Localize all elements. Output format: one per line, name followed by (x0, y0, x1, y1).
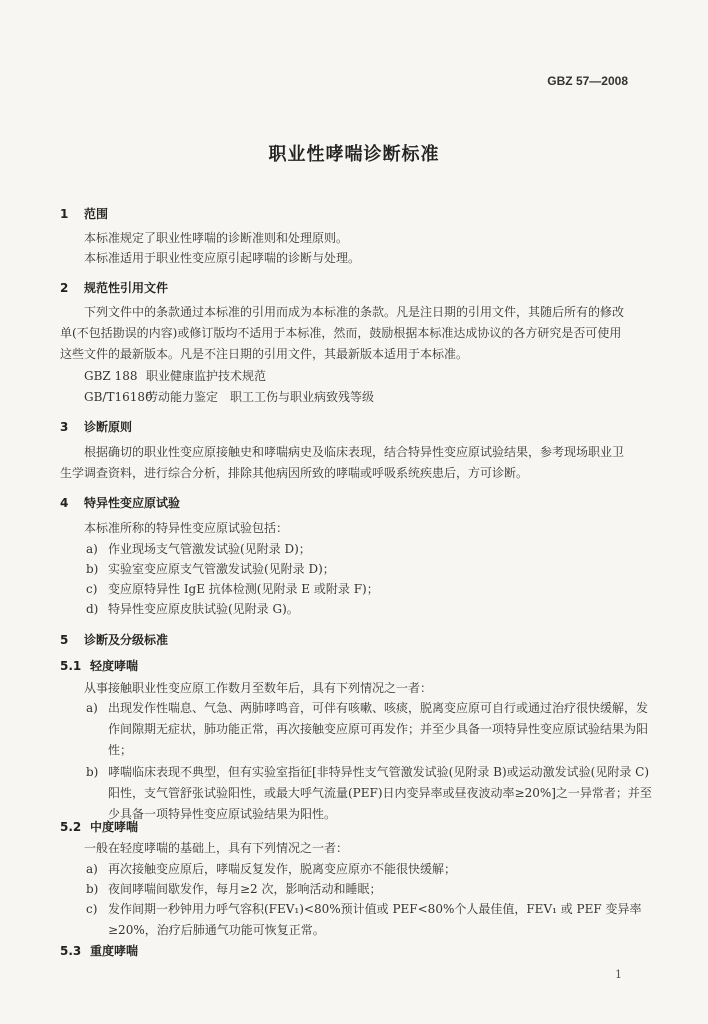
s52-intro: 一般在轻度哮喘的基础上，具有下列情况之一者： (84, 841, 349, 855)
section-number: 1 (60, 207, 69, 221)
list-item (86, 899, 654, 941)
section-title: 中度哮喘 (90, 820, 139, 834)
list-item (86, 579, 654, 600)
s1-line-1: 本标准规定了职业性哮喘的诊断准则和处理原则。 (84, 231, 349, 245)
list-text: 实验室变应原支气管激发试验(见附录 D)； (108, 562, 335, 576)
section-title: 轻度哮喘 (90, 659, 139, 673)
s2-paragraph: 下列文件中的条款通过本标准的引用而成为本标准的条款。凡是注日期的引用文件，其随后所有的修改单(不包括勘误的内容)或修订版均不适用于本标准，然而，鼓励根据本标准达成协议的各方研究是否可使用这些文件的最新版本。凡是不注日期的引用文件，其最新版本适用于本标准。 (60, 305, 625, 361)
subsection-5-3-heading (60, 942, 138, 959)
reference-code: GB/T16180 (84, 390, 153, 404)
list-item (86, 879, 654, 900)
reference-item (84, 387, 632, 408)
list-marker: a) (86, 862, 98, 876)
list-text: 出现发作性喘息、气急、两肺哮鸣音，可伴有咳嗽、咳痰，脱离变应原可自行或通过治疗很快缓解，发作间隙期无症状，肺功能正常，再次接触变应原可再发作；并至少具备一项特异性变应原试验结果为阳性； (108, 701, 649, 757)
standard-code: GBZ 57—2008 (547, 74, 628, 88)
list-item (86, 599, 654, 620)
subsection-5-1-heading (60, 657, 138, 674)
section-title: 重度哮喘 (90, 944, 139, 958)
list-text: 作业现场支气管激发试验(见附录 D)； (108, 542, 311, 556)
list-marker: a) (86, 542, 98, 556)
list-item (86, 539, 654, 560)
section-3-heading (60, 418, 132, 435)
reference-title: 劳动能力鉴定 职工工伤与职业病致残等级 (146, 390, 375, 404)
section-number: 5.2 (60, 820, 82, 834)
list-text: 发作间期一秒钟用力呼气容积(FEV₁)<80%预计值或 PEF<80%个人最佳值，FEV₁ 或 PEF 变异率≥20%，治疗后肺通气功能可恢复正常。 (108, 902, 642, 937)
s1-line-2: 本标准适用于职业性变应原引起哮喘的诊断与处理。 (84, 251, 361, 265)
reference-title: 职业健康监护技术规范 (146, 369, 267, 383)
list-text: 特异性变应原皮肤试验(见附录 G)。 (108, 602, 299, 616)
section-title: 诊断原则 (84, 420, 133, 434)
section-5-heading (60, 631, 168, 648)
list-item (86, 859, 654, 880)
list-text: 夜间哮喘间歇发作，每月≥2 次，影响活动和睡眠； (108, 882, 382, 896)
reference-code: GBZ 188 (84, 369, 138, 383)
reference-item (84, 366, 632, 387)
section-1-heading (60, 205, 108, 222)
list-marker: c) (86, 902, 98, 916)
section-number: 4 (60, 496, 69, 510)
section-title: 规范性引用文件 (84, 281, 169, 295)
list-item (86, 559, 654, 580)
document-title: 职业性哮喘诊断标准 (268, 144, 440, 165)
list-item (86, 698, 654, 761)
section-number: 2 (60, 281, 69, 295)
section-title: 诊断及分级标准 (84, 633, 169, 647)
section-number: 3 (60, 420, 69, 434)
list-text: 再次接触变应原后，哮喘反复发作，脱离变应原亦不能很快缓解； (108, 862, 457, 876)
list-marker: b) (86, 882, 99, 896)
section-number: 5.3 (60, 944, 82, 958)
subsection-5-2-heading (60, 818, 138, 835)
s4-intro: 本标准所称的特异性变应原试验包括： (84, 521, 289, 535)
list-marker: c) (86, 582, 98, 596)
list-text: 变应原特异性 IgE 抗体检测(见附录 E 或附录 F)； (108, 582, 379, 596)
section-4-heading (60, 494, 180, 511)
list-marker: a) (86, 701, 98, 715)
section-2-heading (60, 279, 168, 296)
list-text: 哮喘临床表现不典型，但有实验室指征[非特异性支气管激发试验(见附录 B)或运动激发试验(见附录 C)阳性，支气管舒张试验阳性，或最大呼气流量(PEF)日内变异率或昼夜波动率≥20%]之一异常者；并至少具备一项特异性变应原试验结果为阳性。 (108, 765, 652, 821)
section-title: 范围 (84, 207, 109, 221)
s3-paragraph: 根据确切的职业性变应原接触史和哮喘病史及临床表现，结合特异性变应原试验结果，参考现场职业卫生学调查资料，进行综合分析，排除其他病因所致的哮喘或呼吸系统疾患后，方可诊断。 (60, 445, 625, 480)
section-number: 5.1 (60, 659, 82, 673)
list-marker: b) (86, 562, 99, 576)
list-marker: d) (86, 602, 99, 616)
list-item (86, 762, 654, 825)
page-number: 1 (615, 968, 622, 981)
s51-intro: 从事接触职业性变应原工作数月至数年后，具有下列情况之一者： (84, 681, 433, 695)
section-number: 5 (60, 633, 69, 647)
list-marker: b) (86, 765, 99, 779)
section-title: 特异性变应原试验 (84, 496, 181, 510)
